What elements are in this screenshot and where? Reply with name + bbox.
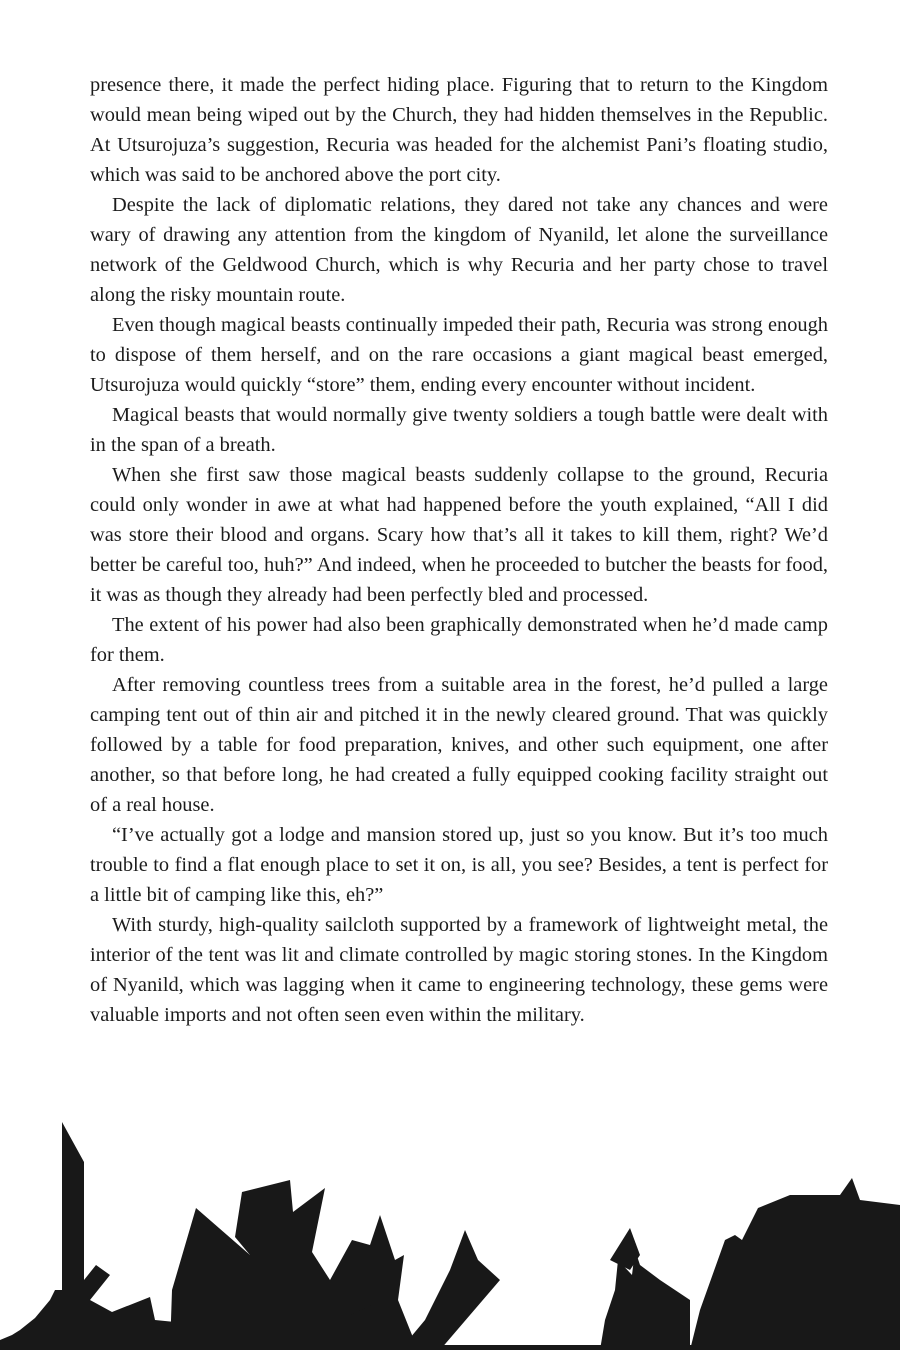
paragraph: After removing countless trees from a suitable area in the forest, he’d pulled a large camping tent out of thin air and pitched it in the newly cleared ground. That was quickly followed by a table for food preparation, knives, and other such equipment, one after another, so that before long, he had created a fully equipped cooking facility straight out of a real house. — [90, 674, 828, 816]
ruins-silhouette-illustration — [0, 1110, 900, 1350]
paragraph: Even though magical beasts continually impeded their path, Recuria was strong enough to dispose of them herself, and on the rare occasions a giant magical beast emerged, Utsurojuza would quickly “store” them, ending every encounter without incident. — [90, 314, 828, 396]
paragraph: Despite the lack of diplomatic relations, they dared not take any chances and were wary of drawing any attention from the kingdom of Nyanild, let alone the surveillance network of the Geldwood Church, which is why Recuria and her party chose to travel along the risky mountain route. — [90, 194, 828, 306]
paragraph: The extent of his power had also been graphically demonstrated when he’d made camp for them. — [90, 614, 828, 666]
paragraph: presence there, it made the perfect hiding place. Figuring that to return to the Kingdom would mean being wiped out by the Church, they had hidden themselves in the Republic. At Utsurojuza’s suggestion, Recuria was headed for the alchemist Pani’s floating studio, which was said to be anchored above the port city. — [90, 74, 828, 186]
paragraph: With sturdy, high-quality sailcloth supported by a framework of lightweight metal, the interior of the tent was lit and climate controlled by magic storing stones. In the Kingdom of Nyanild, which was lagging when it came to engineering technology, these gems were valuable imports and not often seen even within the military. — [90, 914, 828, 1026]
paragraph: “I’ve actually got a lodge and mansion stored up, just so you know. But it’s too much trouble to find a flat enough place to set it on, is all, you see? Besides, a tent is perfect for a little bit of camping like this, eh?” — [90, 824, 828, 906]
paragraph: Magical beasts that would normally give twenty soldiers a tough battle were dealt with in the span of a breath. — [90, 404, 828, 456]
paragraph: When she first saw those magical beasts suddenly collapse to the ground, Recuria could only wonder in awe at what had happened before the youth explained, “All I did was store their blood and organs. Scary how that’s all it takes to kill them, right? We’d better be careful too, huh?” And indeed, when he proceeded to butcher the beasts for food, it was as though they already had been perfectly bled and processed. — [90, 464, 828, 606]
page-body — [90, 70, 828, 1030]
